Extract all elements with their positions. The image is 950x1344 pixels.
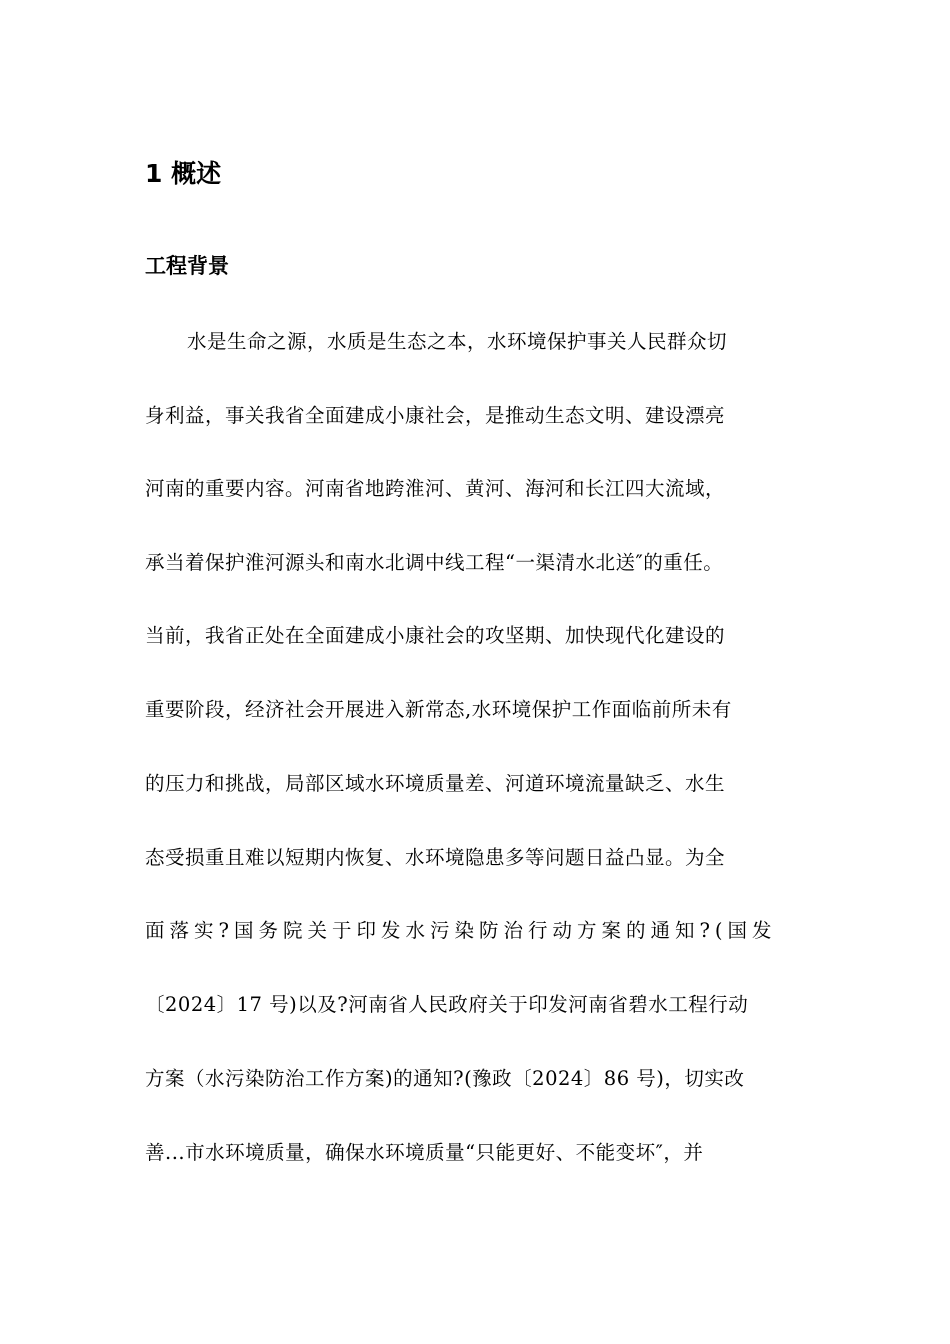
paragraph-line: 重要阶段，经济社会开展进入新常态,水环境保护工作面临前所未有: [145, 698, 732, 721]
subsection-heading: 工程背景: [145, 254, 229, 278]
paragraph-line: 方案（水污染防治工作方案)的通知?(豫政〔2024〕86 号)，切实改: [145, 1067, 745, 1090]
paragraph-line: 善...市水环境质量，确保水环境质量“只能更好、不能变坏″，并: [145, 1141, 704, 1164]
paragraph-line: 承当着保护淮河源头和南水北调中线工程“一渠清水北送″的重任。: [145, 551, 724, 574]
paragraph-line: 态受损重且难以短期内恢复、水环境隐患多等问题日益凸显。为全: [145, 846, 726, 869]
paragraph-line: 水是生命之源，水质是生态之本，水环境保护事关人民群众切: [187, 330, 728, 353]
paragraph-line: 身利益，事关我省全面建成小康社会，是推动生态文明、建设漂亮: [145, 404, 726, 427]
section-heading: 1 概述: [145, 159, 222, 188]
paragraph-line: 河南的重要内容。河南省地跨淮河、黄河、海河和长江四大流域，: [145, 477, 726, 500]
paragraph-line: 〔2024〕17 号)以及?河南省人民政府关于印发河南省碧水工程行动: [145, 993, 749, 1016]
paragraph-line: 面落实?国务院关于印发水污染防治行动方案的通知?(国发: [145, 919, 777, 942]
paragraph-line: 的压力和挑战，局部区域水环境质量差、河道环境流量缺乏、水生: [145, 772, 726, 795]
paragraph-line: 当前，我省正处在全面建成小康社会的攻坚期、加快现代化建设的: [145, 624, 726, 647]
